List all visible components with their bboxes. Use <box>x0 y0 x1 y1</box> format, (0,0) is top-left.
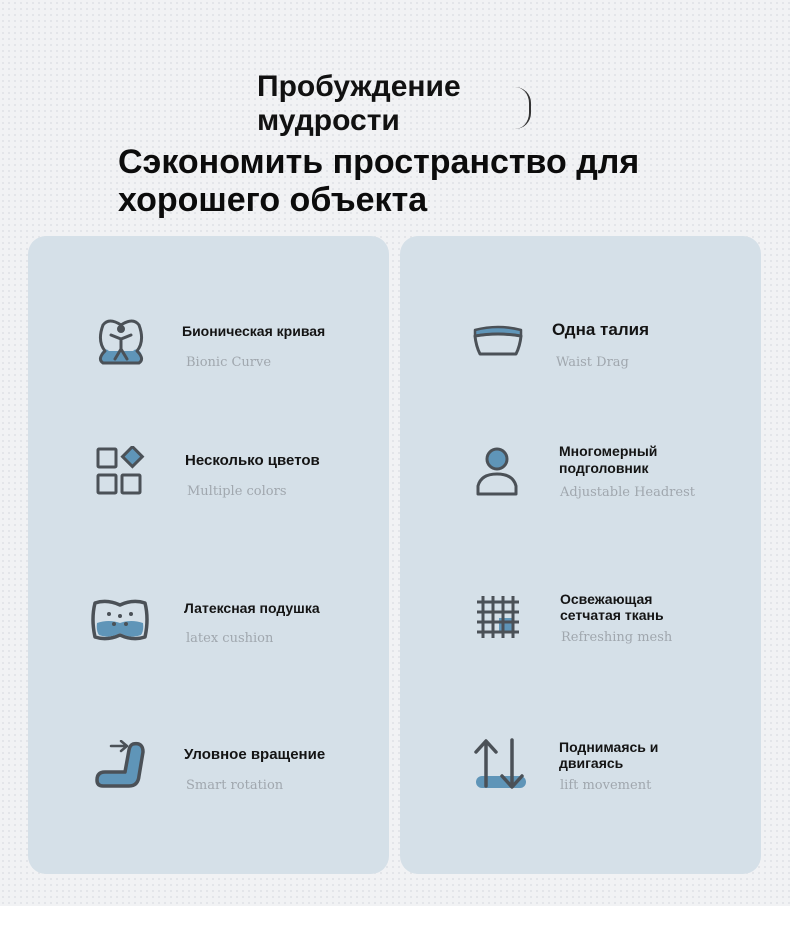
feature-en-smart-rotation: Smart rotation <box>186 778 284 793</box>
smart-rotation-icon <box>93 740 149 792</box>
feature-name-multiple-colors: Несколько цветов <box>185 452 320 469</box>
feature-name-headrest <box>559 443 657 477</box>
feature-name-lift-line-2: двигаясь <box>559 755 624 771</box>
feature-name-waist-drag: Одна талия <box>552 320 649 339</box>
lift-movement-icon <box>472 736 528 792</box>
feature-name-mesh <box>560 591 664 623</box>
feature-en-latex-cushion: latex cushion <box>186 631 274 646</box>
feature-name-headrest-line-2: подголовник <box>559 460 649 476</box>
feature-name-mesh-line-1: Освежающая <box>560 591 653 607</box>
feature-en-mesh: Refreshing mesh <box>561 630 673 645</box>
bionic-curve-icon <box>93 315 149 369</box>
subtitle-line-2: мудрости <box>257 104 400 137</box>
multiple-colors-icon <box>95 446 147 498</box>
feature-en-waist-drag: Waist Drag <box>556 355 629 370</box>
headrest-icon <box>475 446 521 498</box>
feature-name-lift-movement <box>559 739 658 771</box>
feature-en-multiple-colors: Multiple colors <box>187 484 287 499</box>
feature-en-lift-movement: lift movement <box>560 778 652 793</box>
feature-name-bionic-curve: Бионическая кривая <box>182 323 326 339</box>
feature-en-bionic-curve: Bionic Curve <box>186 355 272 370</box>
subtitle <box>257 70 461 138</box>
latex-cushion-icon <box>89 597 151 643</box>
feature-name-smart-rotation: Уловное вращение <box>184 746 326 763</box>
title-line-1: Сэкономить пространство для <box>118 143 640 181</box>
feature-name-latex-cushion: Латексная подушка <box>184 600 320 616</box>
title-line-2: хорошего объекта <box>118 181 428 219</box>
feature-en-headrest: Adjustable Headrest <box>560 485 695 500</box>
mesh-icon <box>475 594 521 640</box>
feature-name-headrest-line-1: Многомерный <box>559 443 658 459</box>
bottom-strip <box>0 906 790 936</box>
bracket-decoration <box>515 87 531 129</box>
feature-name-mesh-line-2: сетчатая ткань <box>560 607 664 623</box>
page-title <box>118 143 639 219</box>
waist-drag-icon <box>472 324 524 358</box>
feature-name-lift-line-1: Поднимаясь и <box>559 739 659 755</box>
subtitle-line-1: Пробуждение <box>257 70 461 103</box>
